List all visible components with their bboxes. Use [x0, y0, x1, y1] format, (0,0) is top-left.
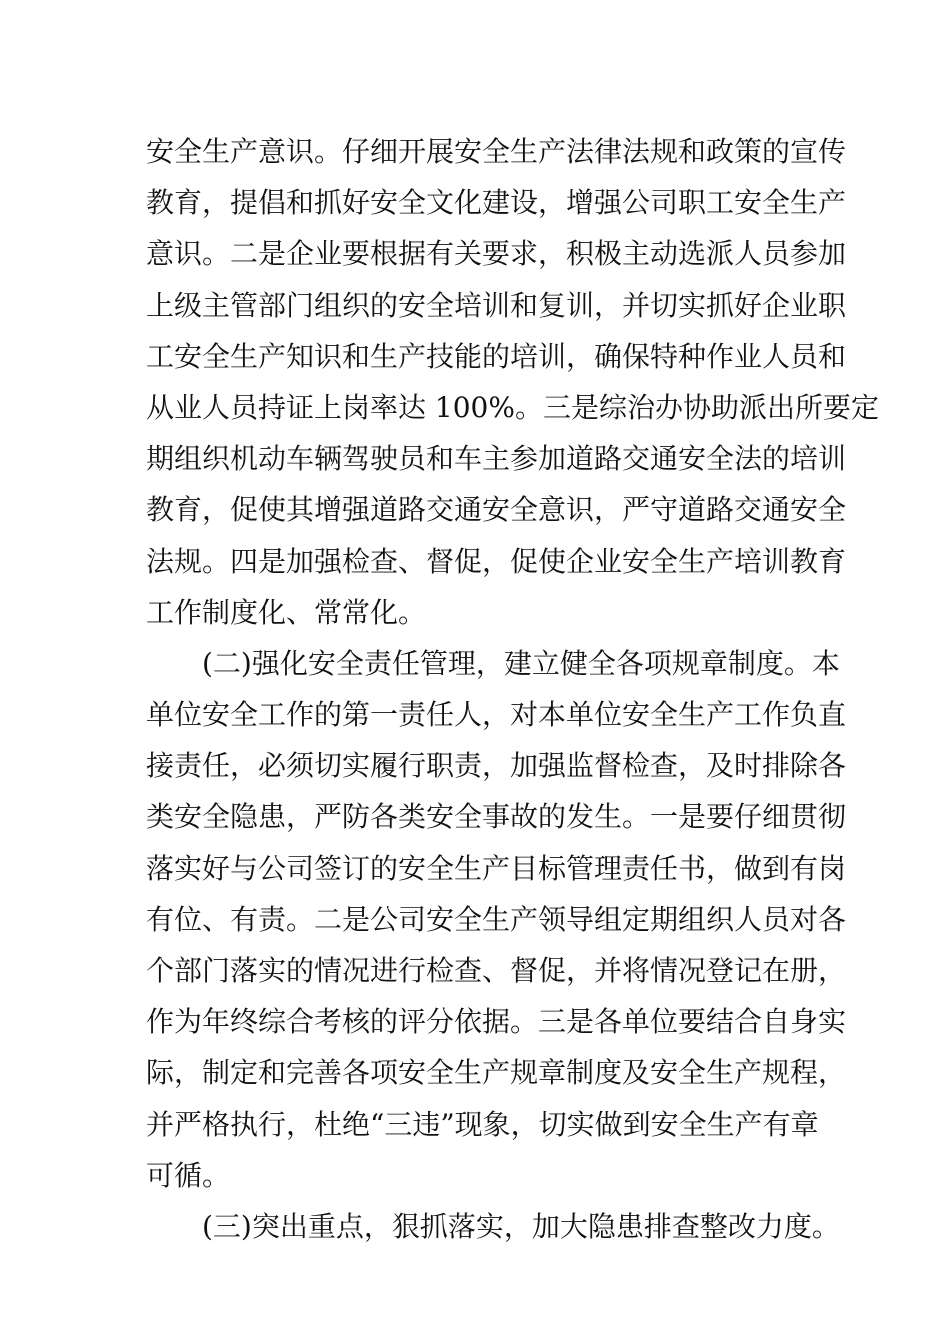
- text-line: 接责任，必须切实履行职责，加强监督检查，及时排除各: [146, 749, 847, 783]
- text-line: 单位安全工作的第一责任人，对本单位安全生产工作负直: [146, 698, 847, 732]
- text-line: 并严格执行，杜绝“三违”现象，切实做到安全生产有章: [146, 1107, 819, 1141]
- document-body: [146, 126, 879, 1252]
- text-line: 安全生产意识。仔细开展安全生产法律法规和政策的宣传: [146, 135, 847, 168]
- text-line: 意识。二是企业要根据有关要求，积极主动选派人员参加: [146, 237, 847, 271]
- text-line: 有位、有责。二是公司安全生产领导组定期组织人员对各: [146, 902, 847, 936]
- text-line: 上级主管部门组织的安全培训和复训，并切实抓好企业职: [146, 288, 847, 322]
- text-line: 法规。四是加强检查、督促，促使企业安全生产培训教育: [146, 544, 847, 578]
- text-line: 个部门落实的情况进行检查、督促，并将情况登记在册，: [146, 954, 847, 987]
- text-line: 教育，提倡和抓好安全文化建设，增强公司职工安全生产: [146, 186, 847, 220]
- text-line: 教育，促使其增强道路交通安全意识，严守道路交通安全: [146, 493, 847, 527]
- text-line: 作为年终综合考核的评分依据。三是各单位要结合自身实: [146, 1005, 847, 1039]
- text-line: 工作制度化、常常化。: [146, 595, 427, 629]
- text-line: 类安全隐患，严防各类安全事故的发生。一是要仔细贯彻: [146, 800, 847, 834]
- text-line: 际，制定和完善各项安全生产规章制度及安全生产规程，: [146, 1056, 847, 1090]
- text-line: 落实好与公司签订的安全生产目标管理责任书，做到有岗: [146, 851, 847, 885]
- text-line: 工安全生产知识和生产技能的培训，确保特种作业人员和: [146, 339, 847, 373]
- text-line: 可循。: [146, 1158, 231, 1192]
- section-heading-3: (三)突出重点，狠抓落实，加大隐患排查整改力度。: [202, 1209, 840, 1243]
- text-line: 从业人员持证上岗率达 100%。三是综治办协助派出所要定: [146, 390, 879, 424]
- text-line: 期组织机动车辆驾驶员和车主参加道路交通安全法的培训: [146, 442, 847, 476]
- section-heading-2: (二)强化安全责任管理，建立健全各项规章制度。本: [202, 646, 840, 680]
